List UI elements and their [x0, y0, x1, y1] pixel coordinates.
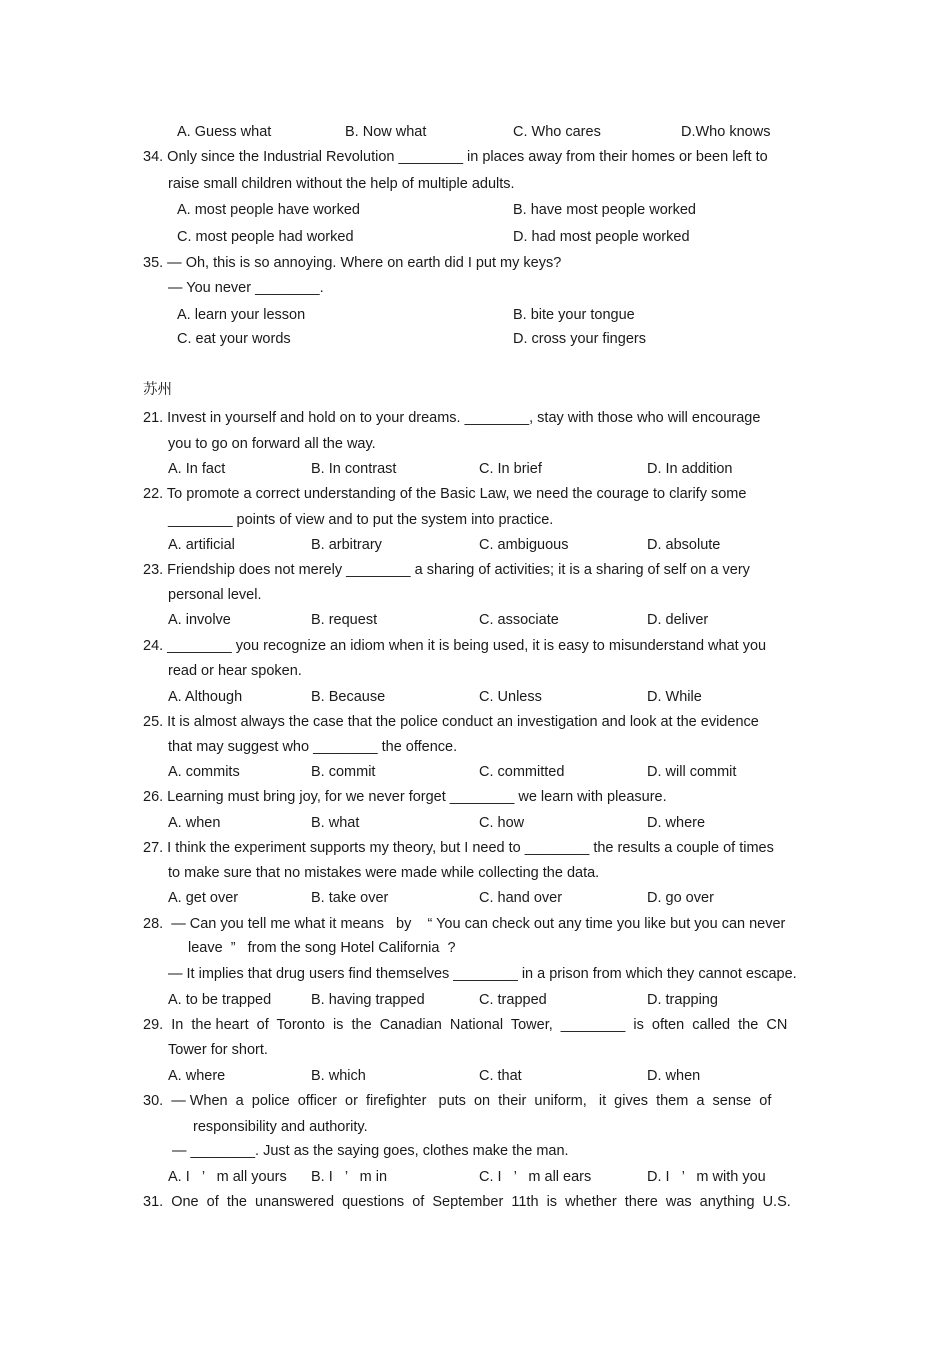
option-a: A. most people have worked	[177, 202, 360, 218]
question-35-text: 35. — Oh, this is so annoying. Where on earth did I put my keys?	[143, 255, 562, 271]
option-c: C. ambiguous	[479, 537, 569, 553]
question-21-text-cont: you to go on forward all the way.	[168, 436, 376, 452]
option-b: B. In contrast	[311, 461, 397, 477]
option-c: C. committed	[479, 764, 565, 780]
question-34-text: 34. Only since the Industrial Revolution ________ in places away from their homes or been left to	[143, 149, 768, 165]
option-d: D. go over	[647, 890, 714, 906]
option-a: A. get over	[168, 890, 239, 906]
option-d: D. trapping	[647, 992, 718, 1008]
option-a: A. I ’ m all yours	[168, 1169, 287, 1185]
question-25-text: 25. It is almost always the case that the police conduct an investigation and look at the evidence	[143, 714, 759, 730]
question-31-text: 31. One of the unanswered questions of September 11th is whether there was anything U.S.	[143, 1194, 791, 1210]
option-d: D.Who knows	[681, 124, 771, 140]
question-27-text-cont: to make sure that no mistakes were made while collecting the data.	[168, 865, 600, 881]
option-b: B. take over	[311, 890, 389, 906]
option-b: B. Because	[311, 689, 386, 705]
option-a: A. In fact	[168, 461, 226, 477]
question-24-text-cont: read or hear spoken.	[168, 663, 302, 679]
question-29-text: 29. In the heart of Toronto is the Canadian National Tower, ________ is often called the CN	[143, 1017, 788, 1033]
option-c: C. Who cares	[513, 124, 601, 140]
option-b: B. commit	[311, 764, 376, 780]
option-a: A. when	[168, 815, 221, 831]
question-29-text-cont: Tower for short.	[168, 1042, 268, 1058]
option-c: C. most people had worked	[177, 229, 354, 245]
question-21-text: 21. Invest in yourself and hold on to your dreams. ________, stay with those who will encourage	[143, 410, 761, 426]
question-35-reply: — You never ________.	[168, 280, 324, 296]
option-d: D. deliver	[647, 612, 709, 628]
option-a: A. Although	[168, 689, 243, 705]
option-b: B. have most people worked	[513, 202, 696, 218]
option-c: C. I ’ m all ears	[479, 1169, 592, 1185]
option-c: C. that	[479, 1068, 522, 1084]
question-24-text: 24. ________ you recognize an idiom when it is being used, it is easy to misunderstand what you	[143, 638, 767, 654]
question-30-text-cont: responsibility and authority.	[193, 1119, 368, 1135]
option-b: B. I ’ m in	[311, 1169, 388, 1185]
option-b: B. what	[311, 815, 360, 831]
question-26-text: 26. Learning must bring joy, for we never forget ________ we learn with pleasure.	[143, 789, 667, 805]
option-c: C. hand over	[479, 890, 563, 906]
option-a: A. commits	[168, 764, 240, 780]
option-c: C. how	[479, 815, 525, 831]
option-d: D. While	[647, 689, 702, 705]
question-22-text: 22. To promote a correct understanding of the Basic Law, we need the courage to clarify some	[143, 486, 747, 502]
option-c: C. trapped	[479, 992, 547, 1008]
option-b: B. arbitrary	[311, 537, 382, 553]
option-b: B. which	[311, 1068, 366, 1084]
question-28-reply: — It implies that drug users find themselves ________ in a prison from which they cannot escape.	[168, 966, 797, 982]
option-b: B. Now what	[345, 124, 427, 140]
option-d: D. had most people worked	[513, 229, 690, 245]
question-23-text-cont: personal level.	[168, 587, 262, 603]
section-title: 苏州	[143, 382, 172, 398]
option-d: D. when	[647, 1068, 701, 1084]
option-d: D. where	[647, 815, 706, 831]
option-d: D. I ’ m with you	[647, 1169, 766, 1185]
question-25-text-cont: that may suggest who ________ the offence.	[168, 739, 458, 755]
question-27-text: 27. I think the experiment supports my theory, but I need to ________ the results a couple of times	[143, 840, 774, 856]
option-a: A. Guess what	[177, 124, 272, 140]
question-28-text: 28. — Can you tell me what it means by “ You can check out any time you like but you can never	[143, 916, 786, 932]
option-a: A. where	[168, 1068, 226, 1084]
option-a: A. to be trapped	[168, 992, 272, 1008]
option-c: C. In brief	[479, 461, 542, 477]
option-c: C. Unless	[479, 689, 542, 705]
option-d: D. cross your fingers	[513, 331, 646, 347]
question-30-text: 30. — When a police officer or firefighter puts on their uniform, it gives them a sense of	[143, 1093, 772, 1109]
question-22-text-cont: ________ points of view and to put the system into practice.	[168, 512, 554, 528]
option-b: B. bite your tongue	[513, 307, 635, 323]
question-28-text-cont: leave ” from the song Hotel California ?	[188, 940, 456, 956]
option-b: B. request	[311, 612, 378, 628]
option-a: A. involve	[168, 612, 231, 628]
question-34-text-cont: raise small children without the help of multiple adults.	[168, 176, 515, 192]
option-c: C. associate	[479, 612, 559, 628]
option-d: D. absolute	[647, 537, 721, 553]
option-a: A. learn your lesson	[177, 307, 306, 323]
option-c: C. eat your words	[177, 331, 291, 347]
option-b: B. having trapped	[311, 992, 425, 1008]
option-d: D. In addition	[647, 461, 733, 477]
question-23-text: 23. Friendship does not merely ________ a sharing of activities; it is a sharing of self on a very	[143, 562, 750, 578]
option-a: A. artificial	[168, 537, 235, 553]
question-30-reply: — ________. Just as the saying goes, clothes make the man.	[172, 1143, 569, 1159]
option-d: D. will commit	[647, 764, 737, 780]
